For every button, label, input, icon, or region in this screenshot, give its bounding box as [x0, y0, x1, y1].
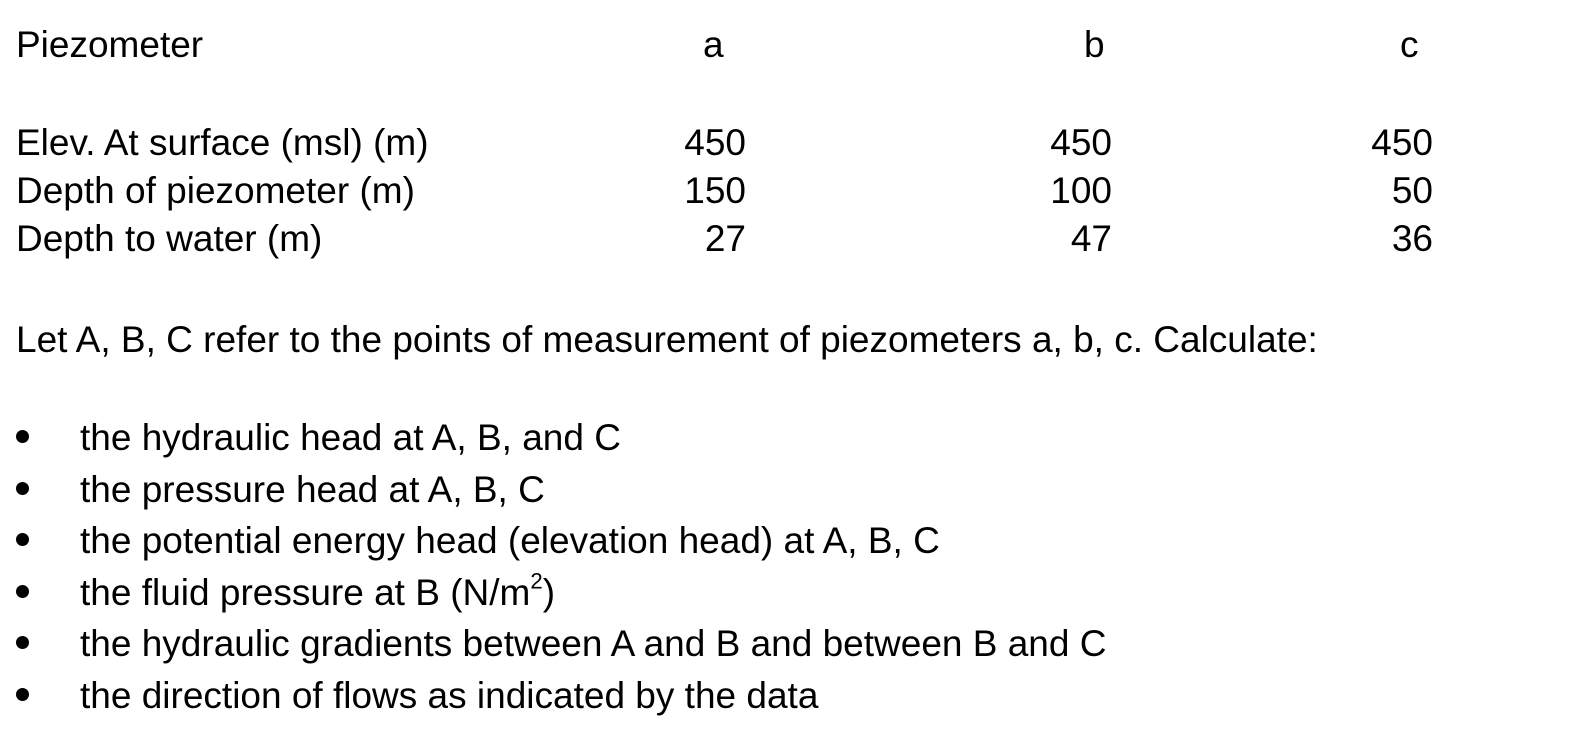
cell-elevation-c: 450 [1371, 122, 1433, 163]
bullet-icon [16, 533, 29, 546]
cell-depth-water-b: 47 [1070, 218, 1112, 259]
column-header-b: b [1084, 24, 1105, 65]
bullet-icon [16, 636, 29, 649]
table-header-label: Piezometer [16, 24, 204, 65]
task-text-fluid-pressure [80, 567, 556, 613]
task-text: the hydraulic gradients between A and B and between B and C [80, 623, 1107, 664]
column-header-a: a [703, 24, 724, 65]
bullet-icon [16, 430, 29, 443]
bullet-icon [16, 482, 29, 495]
column-header-c: c [1400, 24, 1419, 65]
cell-depth-piezometer-a: 150 [684, 170, 746, 211]
task-text: the hydraulic head at A, B, and C [80, 417, 621, 458]
bullet-icon [16, 585, 29, 598]
task-text: the potential energy head (elevation head) at A, B, C [80, 520, 940, 561]
row-label-elevation: Elev. At surface (msl) (m) [16, 122, 429, 163]
task-text: the fluid pressure at B (N/m [80, 571, 531, 613]
cell-depth-piezometer-c: 50 [1391, 170, 1433, 211]
instruction-text: Let A, B, C refer to the points of measurement of piezometers a, b, c. Calculate: [16, 319, 1318, 360]
bullet-icon [16, 688, 29, 701]
cell-depth-water-c: 36 [1391, 218, 1433, 259]
cell-depth-water-a: 27 [704, 218, 746, 259]
task-text: the pressure head at A, B, C [80, 468, 545, 510]
task-text-suffix: ) [542, 571, 556, 613]
superscript-exponent: 2 [530, 567, 543, 593]
row-label-depth-water: Depth to water (m) [16, 218, 323, 259]
cell-depth-piezometer-b: 100 [1050, 170, 1112, 211]
cell-elevation-b: 450 [1050, 122, 1112, 163]
cell-elevation-a: 450 [684, 122, 746, 163]
row-label-depth-piezometer: Depth of piezometer (m) [16, 170, 415, 211]
task-text: the direction of flows as indicated by the data [80, 674, 819, 716]
